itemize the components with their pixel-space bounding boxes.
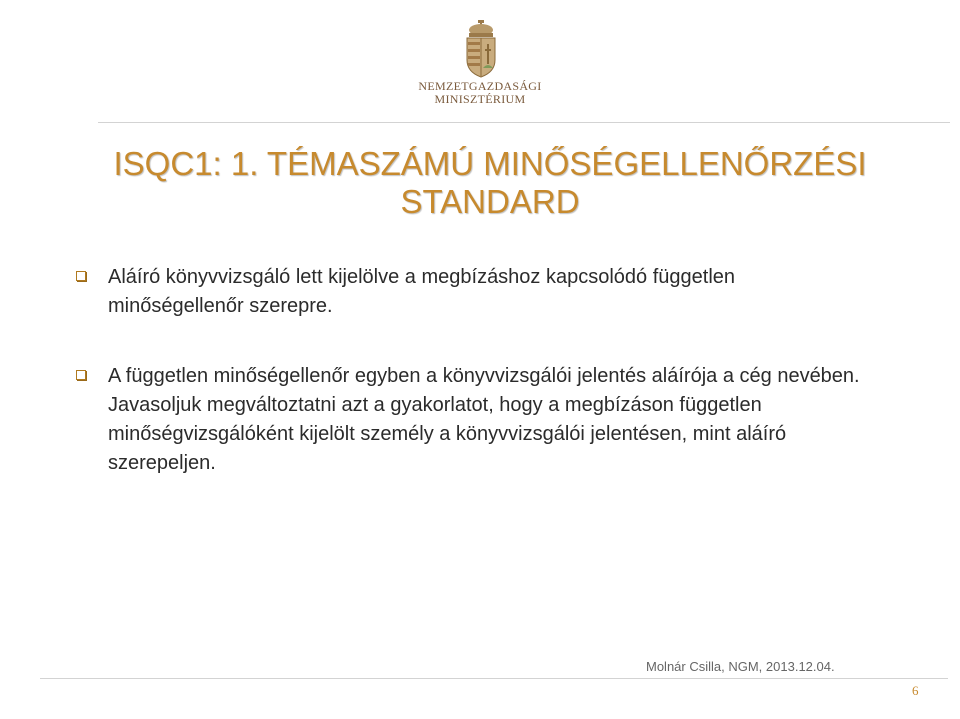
bullet-text: Aláíró könyvvizsgáló lett kijelölve a megbízáshoz kapcsolódó független minőségellenőr szerepre. [108,266,736,317]
coat-of-arms-icon [461,20,501,78]
checkbox-bullet-icon [76,370,86,380]
title-line-1: ISQC1: 1. TÉMASZÁMÚ MINŐSÉGELLENŐRZÉSI [113,145,867,182]
page-number: 6 [912,683,919,698]
bullet-item [76,362,866,478]
bullet-text: A független minőségellenőr egyben a könyvvizsgálói jelentés aláírója a cég nevében. Javasoljuk megváltoztatni azt a gyakorlatot, hogy a megbízáson független minőségvizsgálóként kijelölt személy a könyvvizsgálói jelentésen, mint aláíró szerepeljen. [108,365,860,474]
footer-author: Molnár Csilla, NGM, 2013.12.04. [646,659,835,674]
ministry-line-1: NEMZETGAZDASÁGI [418,79,542,93]
footer-divider [40,678,948,679]
ministry-name [400,80,560,106]
title-line-2: STANDARD [400,183,580,220]
checkbox-bullet-icon [76,271,86,281]
bullet-item [76,263,866,321]
header-divider [98,122,950,123]
slide-title [80,145,900,221]
ministry-line-2: MINISZTÉRIUM [434,92,526,106]
ministry-logo [0,0,960,120]
